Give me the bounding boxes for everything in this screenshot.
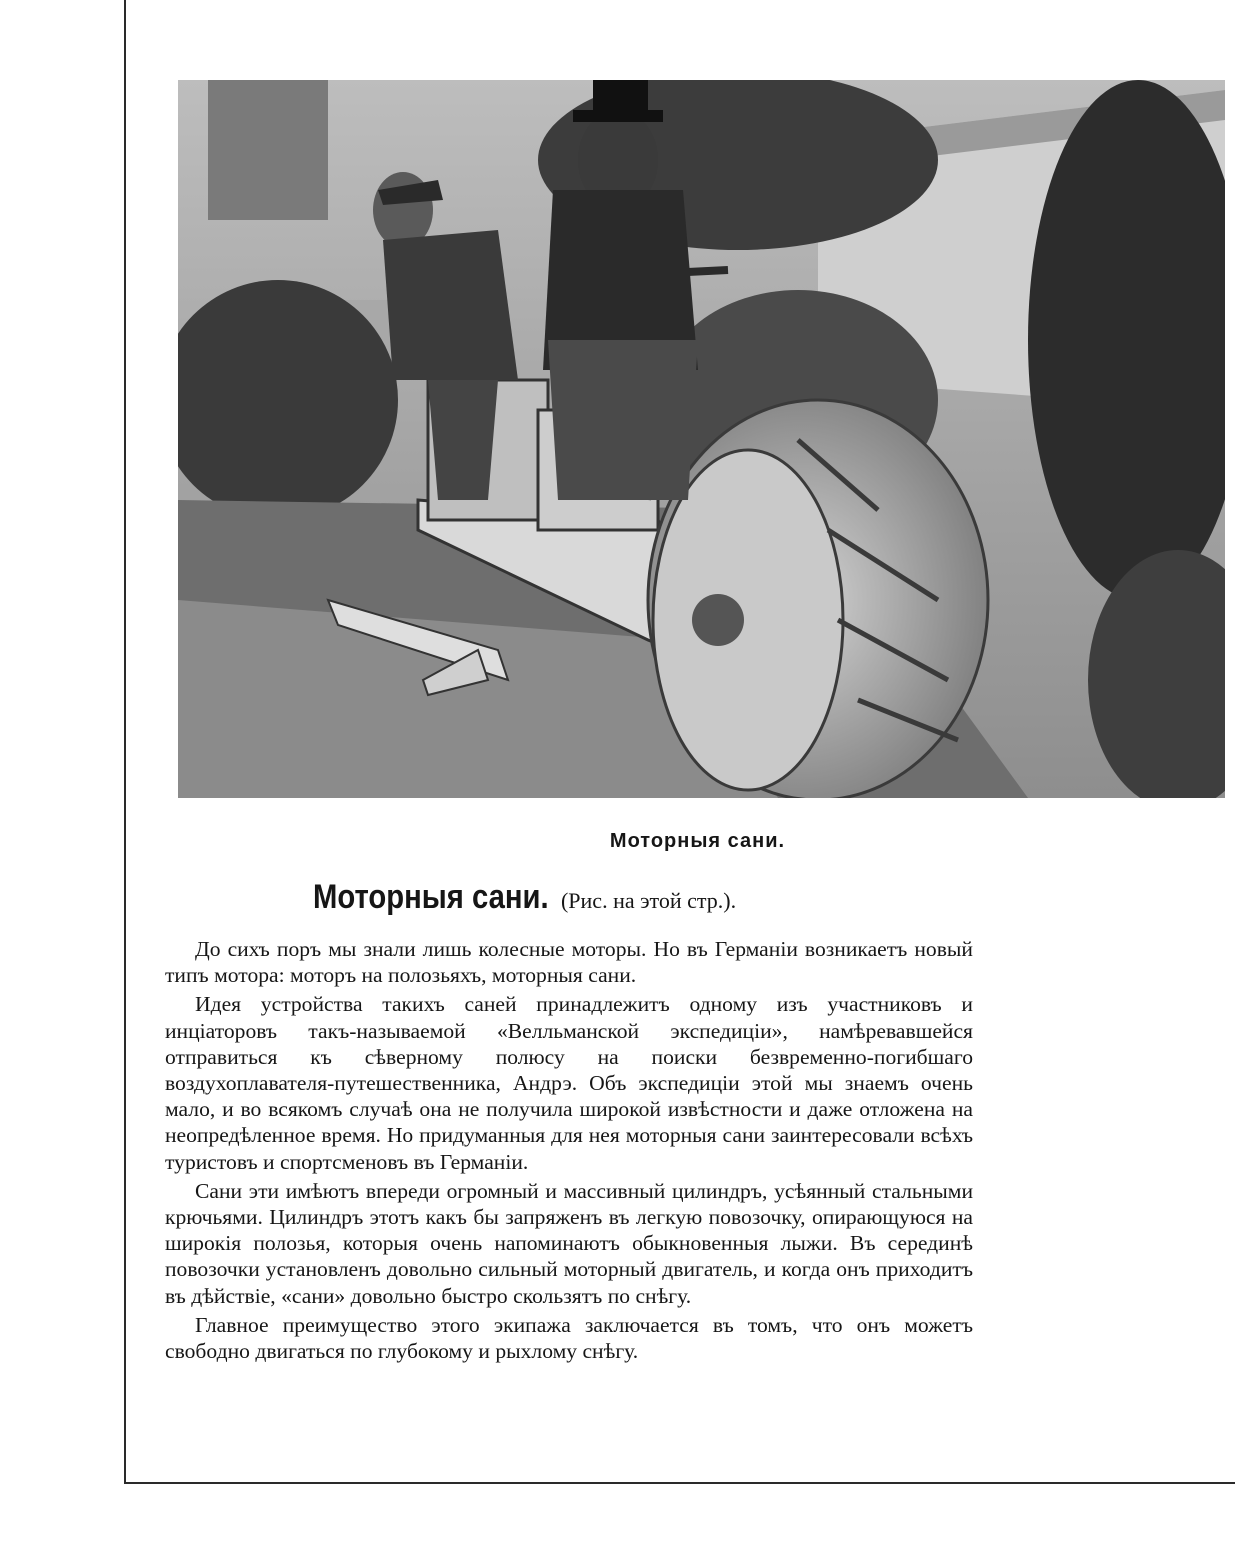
article-paragraph: Сани эти имѣютъ впереди огромный и массивный цилиндръ, усѣянный стальными крючьями. Цилиндръ этотъ какъ бы запряженъ въ легкую повозочку, опирающуюся на широкія полозья, которыя очень напоминаютъ обыкновенныя лыжи. Въ серединѣ повозочки установленъ довольно сильный моторный двигатель, и когда онъ приходитъ въ дѣйствіе, «сани» довольно быстро скользятъ по снѣгу. [165, 1178, 973, 1308]
page-frame-bottom-rule [124, 1482, 1235, 1484]
page-frame-left-rule [124, 0, 126, 1484]
motor-sledge-illustration [178, 80, 1225, 798]
figure-caption: Моторныя сани. [609, 830, 786, 852]
motor-sledge-photo [178, 80, 1225, 798]
article-paragraph: До сихъ поръ мы знали лишь колесные моторы. Но въ Германіи возникаетъ новый типъ мотора: моторъ на полозьяхъ, моторныя сани. [165, 937, 973, 988]
article-title: Моторныя сани. [313, 878, 549, 916]
article-heading [313, 878, 736, 917]
article-paragraph: Главное преимущество этого экипажа заключается въ томъ, что онъ можетъ свободно двигаться по глубокому и рыхлому снѣгу. [165, 1312, 973, 1364]
article-body [165, 936, 973, 1364]
article-paragraph: Идея устройства такихъ саней принадлежитъ одному изъ участниковъ и инціаторовъ такъ-называемой «Велльманской экспедиціи», намѣревавшейся отправиться къ сѣверному полюсу на поиски безвременно-погибшаго воздухоплавателя-путешественника, Андрэ. Объ экспедиціи этой мы знаемъ очень мало, и во всякомъ случаѣ она не получила широкой извѣстности и даже отложена на неопредѣленное время. Но придуманныя для нея моторныя сани заинтересовали всѣхъ туристовъ и спортсменовъ въ Германіи. [165, 992, 973, 1174]
article-subtitle: (Рис. на этой стр.). [560, 888, 737, 913]
